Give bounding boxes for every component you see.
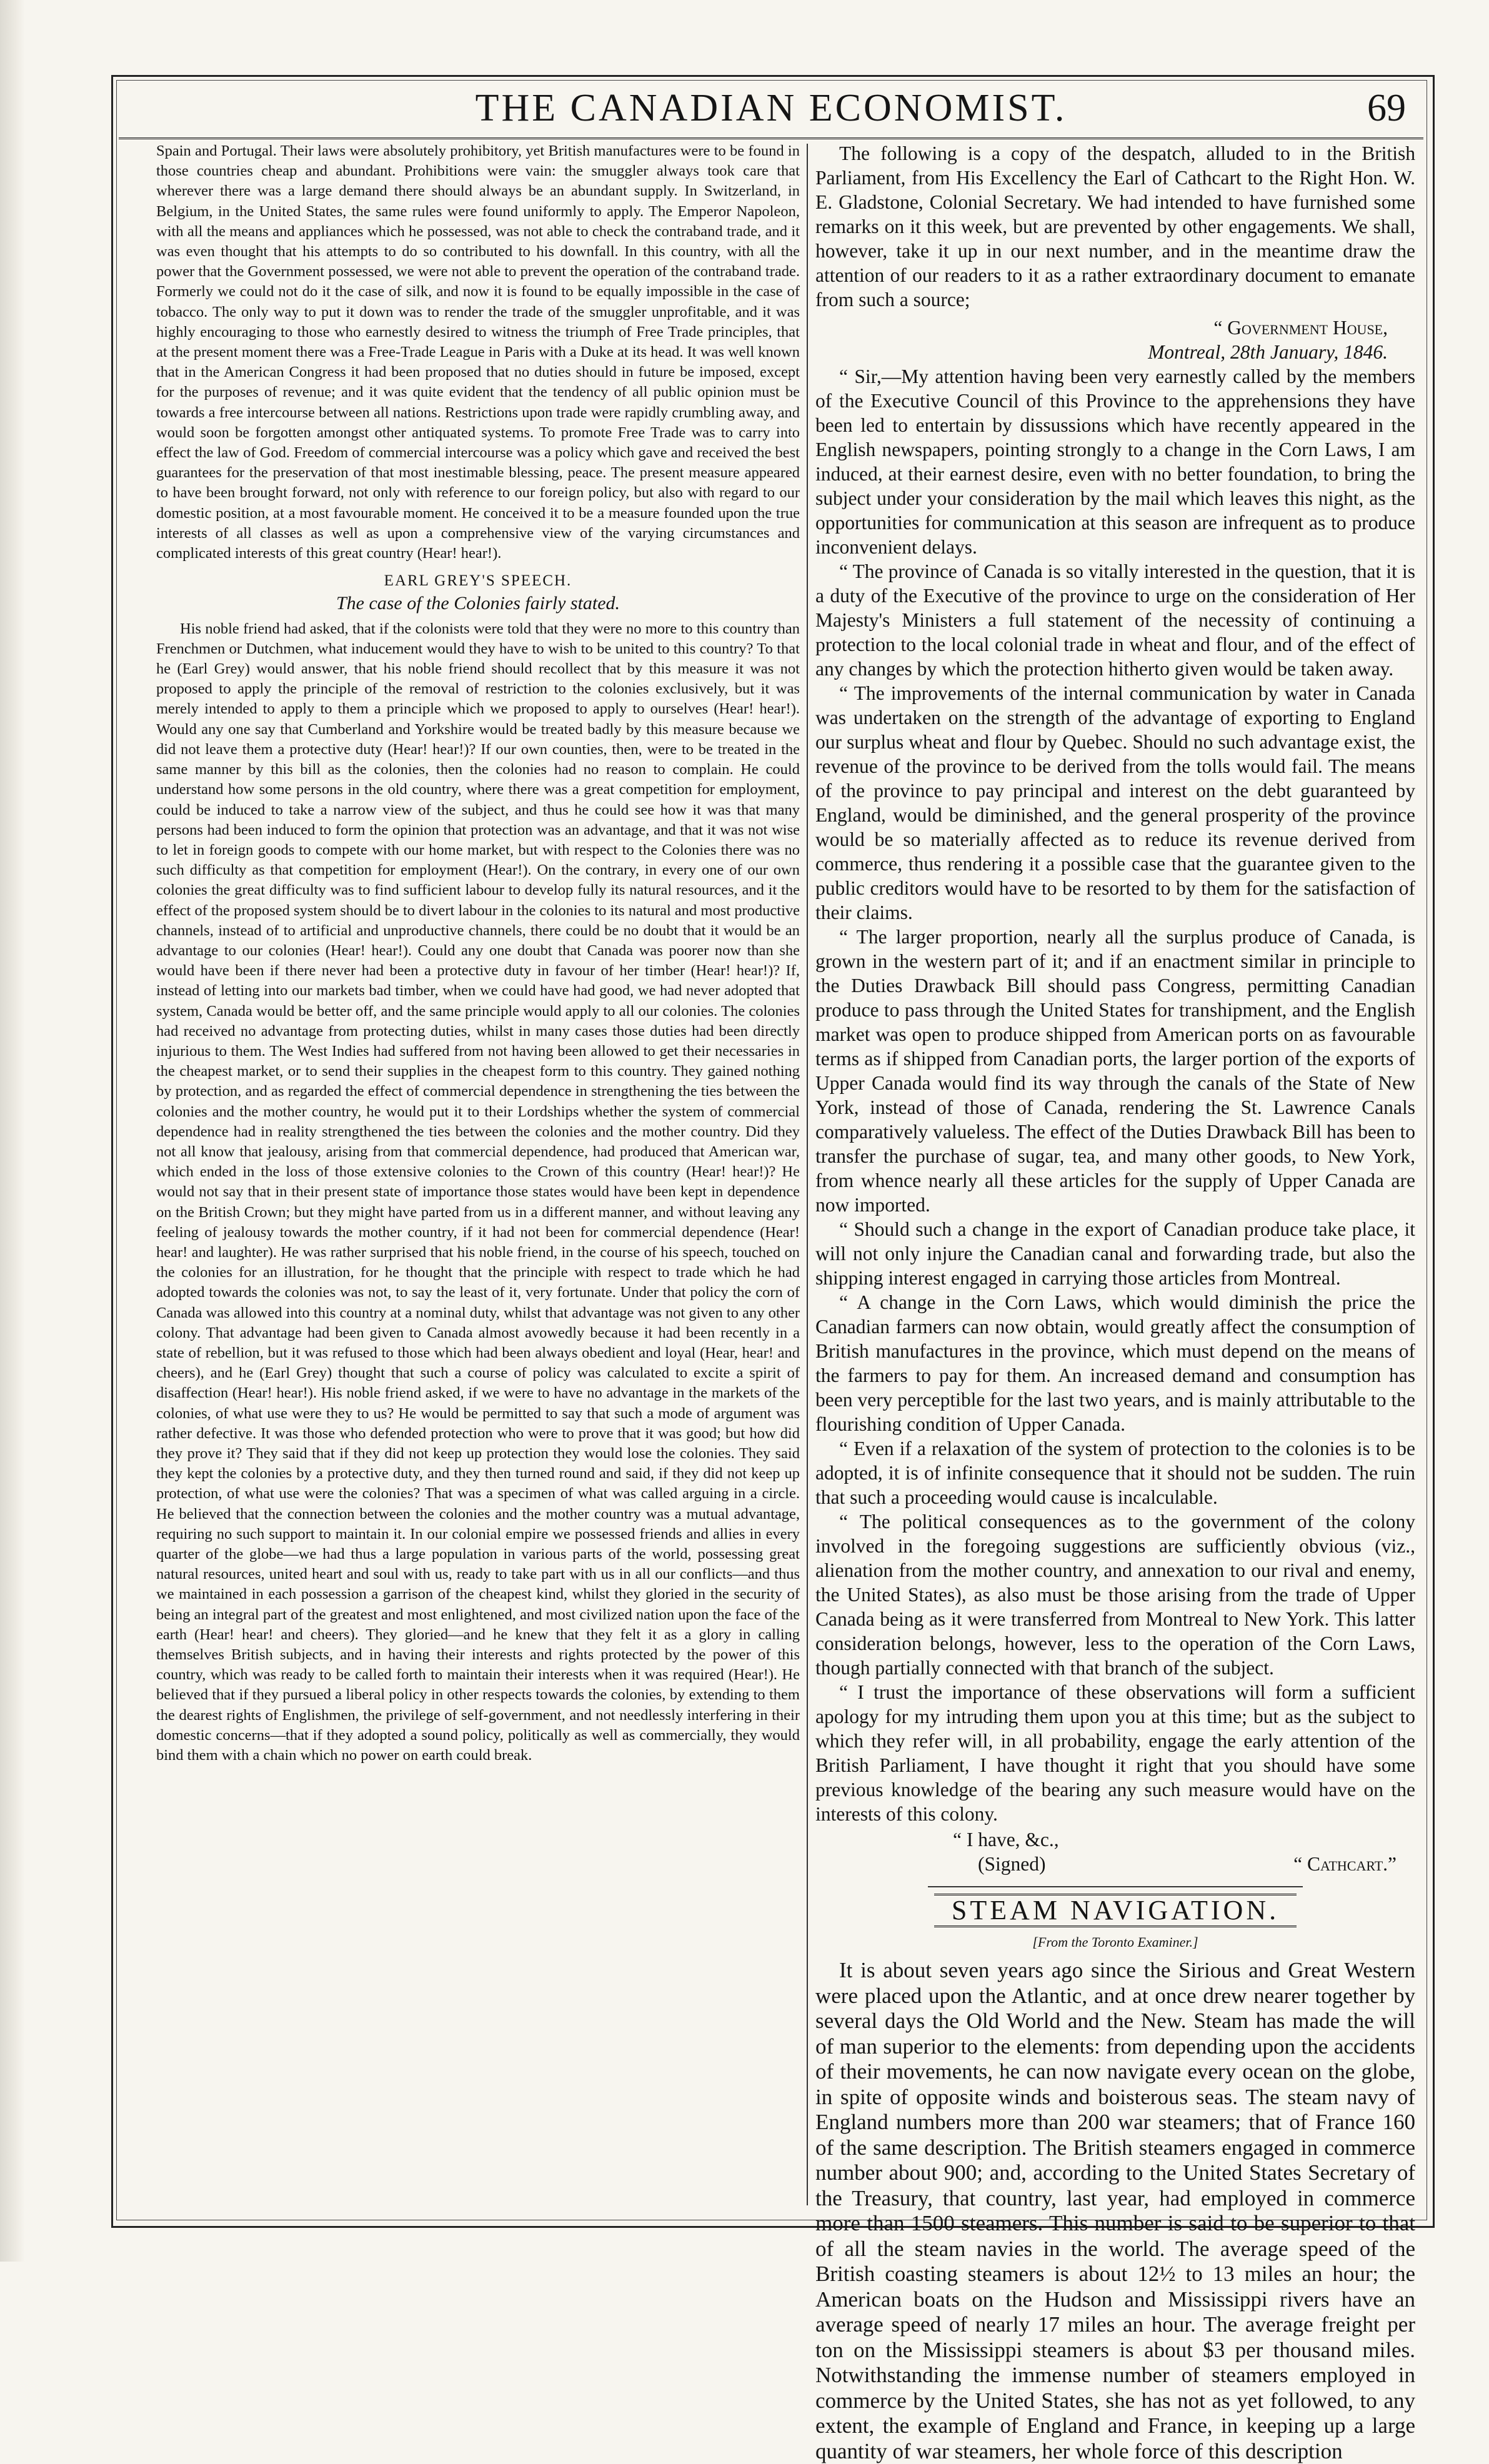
dateline-date: Montreal, 28th January, 1846. [1148,341,1388,363]
despatch-paragraph: “ A change in the Corn Laws, which would diminish the price the Canadian farmers can now obtain, would greatly affect the consumption of British manufactures in the province, which must depend on the means of the farmers to pay for them. An increased demand and consumption has been very perceptible for the last two years, and is mainly attributable to the flourishing condition of Upper Canada. [815,1291,1415,1435]
page-header [119,80,1423,139]
section-subheading: The case of the Colonies fairly stated. [336,593,620,614]
article-paragraph: His noble friend had asked, that if the colonists were told that they were no more to this country than Frenchmen or Dutchmen, what inducement would they have to wish to be united to this country? To that he (Earl Grey) would answer, that his noble friend should recollect that by this measure it was not proposed to apply the principle of the removal of restriction to the colonies exclusively, but it was merely intended to apply to them a principle which we proposed to apply to ourselves (Hear! hear!). Would any one say that Cumberland and Yorkshire would be treated badly by this measure because we did not leave them a protective duty (Hear! hear!)? If our own counties, then, were to be treated in the same manner by this bill as the colonies, then the colonies had no reason to complain. He could understand how some persons in the old country, where there was a great competition for employment, could be induced to take a narrow view of the subject, and thus he could see how it was that many persons had been induced to form the opinion that protection was an advantage, and that it was not wise to let in foreign goods to compete with our home market, but with respect to the Colonies there was no such difficulty as that competition for employment (Hear!). On the contrary, in every one of our own colonies the great difficulty was to find sufficient labour to develop fully its natural resources, and it the effect of the proposed system should be to divert labour in the colonies to its natural and most productive channels, instead of to artificial and unproductive channels, there could be no doubt that it would be an advantage to our colonies (Hear! hear!). Could any one doubt that Canada was poorer now than she would have been if there never had been a protective duty in favour of her timber (Hear! hear!)? If, instead of letting into our markets bad timber, when we could have had good, we had never adopted that system, Canada would be better off, and the same principle would apply to all our colonies. The colonies had received no advantage from protecting duties, whilst in many cases those duties had been directly injurious to them. The West Indies had suffered from not having been allowed to get their necessaries in the cheapest market, or to send their supplies in the cheapest form to this country. They gained nothing by protection, and as regarded the effect of commercial dependence in strengthening the ties between the colonies and the mother country, he would put it to their Lordships whether the system of commercial dependence had in reality strengthened the ties between the colonies and the mother country. Did they not all know that jealousy, arising from that commercial dependence, had produced that American war, which ended in the loss of those extensive colonies to the Crown of this country (Hear! hear!)? He would not say that in their present state of importance those states would have been kept in dependence on the British Crown; but they might have parted from us in a different manner, and without leaving any feeling of jealousy towards the mother country, if it had not been for commercial dependence (Hear! hear! and laughter). He was rather surprised that his noble friend, in the course of his speech, touched on the colonies for an illustration, for he thought that the principle with respect to trade which he had adopted towards the colonies was not, to say the least of it, very fortunate. Under that policy the corn of Canada was allowed into this country at a nominal duty, whilst that advantage was not given to any other colony. That advantage had been given to Canada almost avowedly because it had been recently in a state of rebellion, but it was refused to those which had been always obedient and loyal (Hear, hear! and cheers), and he (Earl Grey) thought that such a course of policy was calculated to excite a spirit of disaffection (Hear! hear!). His noble friend asked, if we were to have no advantage in the markets of the colonies, of what use were they to us? He would be permitted to say that such a mode of argument was rather defective. It was those who defended protection who were to prove that it was good; but how did they prove it? They said that if they did not keep up protection they would lose the colonies. They said they kept the colonies by a protective duty, and they then turned round and said, if they did not keep up protection, of what use were the colonies? That was a specimen of what was called arguing in a circle. He believed that the connection between the colonies and the mother country was a mutual advantage, requiring no such support to maintain it. In our colonial empire we possessed friends and allies in every quarter of the globe—we had thus a large population in various parts of the world, possessing great natural resources, united heart and soul with us, ready to take part with us in all our conflicts—and thus we maintained in each possession a garrison of the cheapest kind, whilst they gloried in the security of being an integral part of the greatest and most enlightened, and most civilized nation upon the face of the earth (Hear! hear! and cheers). They gloried—and he knew that they felt it as a glory in calling themselves British subjects, and in having their interests and rights protected by the power of this country, which was ready to be called forth to maintain their interests when it was required (Hear!). He believed that if they pursued a liberal policy in other respects towards the colonies, by extending to them the dearest rights of Englishmen, the privilege of self-government, and not needlessly interfering in their domestic concerns—that if they adopted a sound policy, politically as well as commercially, they would bind them with a chain which no power on earth could break. [156,620,800,1764]
steam-navigation-heading: STEAM NAVIGATION. [934,1894,1297,1927]
section-rule [928,1886,1303,1887]
despatch-paragraph: “ Sir,—My attention having been very earnestly called by the members of the Executive Council of this Province to the apprehensions they have been led to entertain by dissussions which have recently appeared in the English newspapers, pointing strongly to a change in the Corn Laws, I am induced, at their earnest desire, even with no better foundation, to bring the subject under your consideration by the mail which leaves this night, as the opportunities for communication at this season are infrequent as to produce inconvenient delays. [815,365,1415,558]
signature-closing: “ I have, &c., [953,1829,1059,1850]
right-column [815,141,1415,2463]
section-heading: EARL GREY'S SPEECH. [384,572,572,590]
signature-name: “ Cathcart.” [1293,1853,1397,1875]
signature-signed: (Signed) [978,1853,1046,1875]
despatch-paragraph: “ The political consequences as to the government of the colony involved in the foregoing suggestions are sufficiently obvious (viz., alienation from the mother country, and annexation to our rival and enemy, the United States), as also must be those arising from the trade of Upper Canada being as it were transferred from Montreal to New York. This latter consideration belongs, however, less to the operation of the Corn Laws, though partially connected with that branch of the subject. [815,1511,1415,1679]
despatch-paragraph: “ The improvements of the internal communication by water in Canada was undertaken on the strength of the advantage of exporting to England our surplus wheat and flour by Quebec. Should no such advantage exist, the revenue of the province to be derived from the tolls would fail. The means of the province to pay principal and interest on the debt guaranteed by England, would be diminished, and the general prosperity of the province would be so materially affected as to reduce its revenue derived from commerce, thus rendering it a possible case that the guarantee given to the public creditors would have to be resorted to by them for the satisfaction of their claims. [815,682,1415,923]
despatch-intro: The following is a copy of the despatch, alluded to in the British Parliament, from His Excellency the Earl of Cathcart to the Right Hon. W. E. Gladstone, Colonial Secretary. We had intended to have furnished some remarks on it this week, but are prevented by other engagements. We shall, however, take it up in our next number, and in the meantime draw the attention of our readers to it as a rather extraordinary document to emanate from such a source; [815,142,1415,310]
page-number: 69 [1367,87,1406,129]
masthead-title: THE CANADIAN ECONOMIST. [475,87,1067,129]
despatch-paragraph: “ Even if a relaxation of the system of protection to the colonies is to be adopted, it is of infinite consequence that it should not be sudden. The ruin that such a proceeding would cause is incalculable. [815,1438,1415,1508]
article-paragraph: Spain and Portugal. Their laws were absolutely prohibitory, yet British manufactures were to be found in those countries cheap and abundant. Prohibitions were vain: the smuggler always took care that wherever there was a large demand there should always be an abundant supply. In Switzerland, in Belgium, in the United States, the same rules were found uniformly to apply. The Emperor Napoleon, with all the means and appliances which he possessed, was not able to check the contraband trade, and it was even thought that his attempts to do so contributed to his downfall. In this country, with all the power that the Government possessed, we were not able to prevent the operation of the contraband trade. Formerly we could not do it the case of silk, and now it is found to be equally impossible in the case of tobacco. The only way to put it down was to render the trade of the smuggler unprofitable, and it was highly encouraging to those who earnestly desired to witness the triumph of Free Trade principles, that at the present moment there was a Free-Trade League in Paris with a Duke at its head. It was well known that in the American Congress it had been proposed that no duties should in future be imposed, except for the purposes of revenue; and it was quite evident that the tendency of all public opinion must be towards a free intercourse between all nations. Restrictions upon trade were rapidly crumbling away, and would soon be forgotten amongst other antiquated systems. To promote Free Trade was to carry into effect the law of God. Freedom of commercial intercourse was a policy which gave and received the best guarantees for the preservation of that most inestimable blessing, peace. The present measure appeared to have been brought forward, not only with reference to our foreign policy, but also with regard to our domestic position, at a most favourable moment. He conceived it to be a measure founded upon the true interests of all classes as well as upon a comprehensive view of the varying circumstances and complicated interests of this great country (Hear! hear!). [156,142,800,562]
despatch-dateline [815,315,1415,364]
signature-line [815,1852,1415,1876]
despatch-paragraph: “ Should such a change in the export of Canadian produce take place, it will not only injure the Canadian canal and forwarding trade, but also the shipping interest engaged in carrying those articles from Montreal. [815,1218,1415,1289]
despatch-paragraph: “ I trust the importance of these observations will form a sufficient apology for my intruding them upon you at this time; but as the subject to which they refer will, in all probability, engage the early attention of the British Parliament, I have thought it right that you should have some previous knowledge of the bearing any such measure would have on the interests of this colony. [815,1681,1415,1825]
page-binding-edge [0,0,25,2262]
steam-navigation-body: It is about seven years ago since the Sirious and Great Western were placed upon the Atlantic, and at once drew nearer together by several days the Old World and the New. Steam has made the will of man superior to the elements: from depending upon the accidents of their movements, he can now navigate every ocean on the globe, in spite of opposite winds and boisterous seas. The steam navy of England numbers more than 200 war steamers; that of France 160 of the same description. The British steamers engaged in commerce number about 900; and, according to the United States Secretary of the Treasury, that country, last year, had employed in commerce more than 1500 steamers. This number is said to be superior to that of all the steam navies in the world. The average speed of the British coasting steamers is about 12½ to 13 miles an hour; the American boats on the Hudson and Mississippi rivers have an average speed of nearly 17 miles an hour. The average freight per ton on the Mississippi steamers is about $3 per thousand miles. Notwithstanding the immense number of steamers employed in commerce by the United States, she has not as yet followed, to any extent, the example of England and France, in keeping up a large quantity of war steamers, her whole force of this description [815,1958,1415,2463]
despatch-paragraph: “ The province of Canada is so vitally interested in the question, that it is a duty of the Executive of the province to urge on the consideration of Her Majesty's Ministers a full statement of the necessity of continuing a protection to the local colonial trade in wheat and flour, and of the effect of any changes by which the protection hitherto given would be taken away. [815,560,1415,680]
dateline-place: “ Government House, [1213,317,1388,339]
column-divider [807,144,808,2205]
steam-navigation-source: [From the Toronto Examiner.] [1032,1934,1198,1950]
despatch-paragraph: “ The larger proportion, nearly all the surplus produce of Canada, is grown in the western part of it; and if an enactment similar in principle to the Duties Drawback Bill should pass Congress, permitting Canadian produce to pass through the United States for transhipment, and the English market was open to produce shipped from American ports on as favourable terms as if shipped from Canadian ports, the larger portion of the exports of Upper Canada would find its way through the canals of the State of New York, instead of those of Canada, rendering the St. Lawrence Canals comparatively valueless. The effect of the Duties Drawback Bill has been to transfer the purchase of sugar, tea, and many other goods, to New York, from whence nearly all these articles for the supply of Upper Canada are now imported. [815,926,1415,1216]
left-column [156,141,800,2215]
despatch-signature [815,1827,1415,1876]
